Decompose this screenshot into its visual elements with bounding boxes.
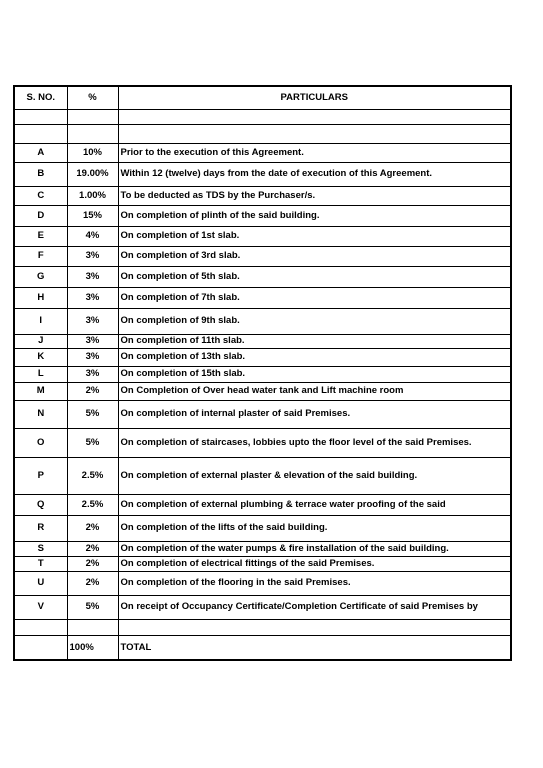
row-particulars: On completion of 7th slab. (118, 287, 511, 308)
row-particulars: On completion of the flooring in the said Premises. (118, 571, 511, 595)
row-percent: 2.5% (67, 494, 118, 515)
row-particulars: On completion of 3rd slab. (118, 246, 511, 266)
table-row (14, 124, 511, 143)
row-percent: 5% (67, 595, 118, 619)
table-row (14, 143, 511, 162)
row-percent: 5% (67, 400, 118, 428)
row-percent: 19.00% (67, 162, 118, 186)
row-particulars: On Completion of Over head water tank and Lift machine room (118, 382, 511, 400)
row-percent: 5% (67, 428, 118, 457)
row-sno: H (14, 287, 67, 308)
row-particulars (118, 619, 511, 635)
row-sno: T (14, 556, 67, 571)
row-sno: E (14, 226, 67, 246)
row-sno (14, 619, 67, 635)
row-percent (67, 109, 118, 124)
table-row (14, 205, 511, 226)
table-row (14, 428, 511, 457)
row-percent: 4% (67, 226, 118, 246)
row-particulars: On completion of staircases, lobbies upto the floor level of the said Premises. (118, 428, 511, 457)
table-row (14, 571, 511, 595)
table-row (14, 287, 511, 308)
table-row (14, 556, 511, 571)
row-particulars: On completion of internal plaster of said Premises. (118, 400, 511, 428)
payment-schedule-table (13, 85, 512, 661)
row-sno: C (14, 186, 67, 205)
row-particulars: On completion of 1st slab. (118, 226, 511, 246)
row-particulars: To be deducted as TDS by the Purchaser/s. (118, 186, 511, 205)
total-row (14, 635, 511, 660)
row-percent: 15% (67, 205, 118, 226)
header-row (14, 86, 511, 109)
row-sno: U (14, 571, 67, 595)
row-sno: V (14, 595, 67, 619)
row-sno (14, 109, 67, 124)
table-row (14, 162, 511, 186)
row-sno: I (14, 308, 67, 334)
table-row (14, 457, 511, 494)
row-particulars: On completion of plinth of the said building. (118, 205, 511, 226)
row-percent (67, 619, 118, 635)
table-row (14, 494, 511, 515)
row-percent: 2% (67, 382, 118, 400)
row-sno (14, 124, 67, 143)
row-sno: D (14, 205, 67, 226)
header-sno: S. NO. (14, 86, 67, 109)
row-particulars: On completion of the water pumps & fire installation of the said building. (118, 541, 511, 556)
table-row (14, 366, 511, 382)
row-particulars: On completion of the lifts of the said building. (118, 515, 511, 541)
row-percent: 3% (67, 246, 118, 266)
row-percent: 1.00% (67, 186, 118, 205)
row-particulars: On completion of external plumbing & terrace water proofing of the said (118, 494, 511, 515)
row-percent: 3% (67, 266, 118, 287)
header-percent: % (67, 86, 118, 109)
row-percent: 2% (67, 571, 118, 595)
table-row (14, 619, 511, 635)
row-particulars: On receipt of Occupancy Certificate/Completion Certificate of said Premises by (118, 595, 511, 619)
row-percent: 2.5% (67, 457, 118, 494)
total-label: TOTAL (118, 635, 511, 660)
row-percent: 10% (67, 143, 118, 162)
table-row (14, 382, 511, 400)
row-sno: G (14, 266, 67, 287)
row-sno: B (14, 162, 67, 186)
row-particulars (118, 124, 511, 143)
row-percent (67, 124, 118, 143)
row-particulars: On completion of external plaster & elevation of the said building. (118, 457, 511, 494)
row-sno: M (14, 382, 67, 400)
total-percent: 100% (67, 635, 118, 660)
row-sno: S (14, 541, 67, 556)
header-particulars: PARTICULARS (118, 86, 511, 109)
table-row (14, 334, 511, 348)
row-particulars: On completion of 13th slab. (118, 348, 511, 366)
table-row (14, 109, 511, 124)
row-percent: 2% (67, 515, 118, 541)
row-sno: O (14, 428, 67, 457)
row-sno: N (14, 400, 67, 428)
row-particulars: On completion of 5th slab. (118, 266, 511, 287)
table-row (14, 541, 511, 556)
row-particulars: On completion of 15th slab. (118, 366, 511, 382)
row-percent: 3% (67, 348, 118, 366)
row-percent: 3% (67, 308, 118, 334)
row-particulars: On completion of 9th slab. (118, 308, 511, 334)
row-sno: Q (14, 494, 67, 515)
total-sno (14, 635, 67, 660)
table-row (14, 308, 511, 334)
row-percent: 2% (67, 556, 118, 571)
row-particulars: On completion of 11th slab. (118, 334, 511, 348)
table-row (14, 595, 511, 619)
row-percent: 3% (67, 366, 118, 382)
table-row (14, 515, 511, 541)
row-sno: K (14, 348, 67, 366)
table-row (14, 246, 511, 266)
row-sno: L (14, 366, 67, 382)
table-row (14, 226, 511, 246)
row-sno: A (14, 143, 67, 162)
table-row (14, 266, 511, 287)
row-percent: 3% (67, 287, 118, 308)
row-sno: J (14, 334, 67, 348)
table-row (14, 400, 511, 428)
row-sno: F (14, 246, 67, 266)
row-particulars: Within 12 (twelve) days from the date of execution of this Agreement. (118, 162, 511, 186)
row-particulars (118, 109, 511, 124)
row-percent: 2% (67, 541, 118, 556)
row-sno: R (14, 515, 67, 541)
row-sno: P (14, 457, 67, 494)
table-row (14, 186, 511, 205)
row-particulars: Prior to the execution of this Agreement. (118, 143, 511, 162)
table-row (14, 348, 511, 366)
row-percent: 3% (67, 334, 118, 348)
row-particulars: On completion of electrical fittings of the said Premises. (118, 556, 511, 571)
